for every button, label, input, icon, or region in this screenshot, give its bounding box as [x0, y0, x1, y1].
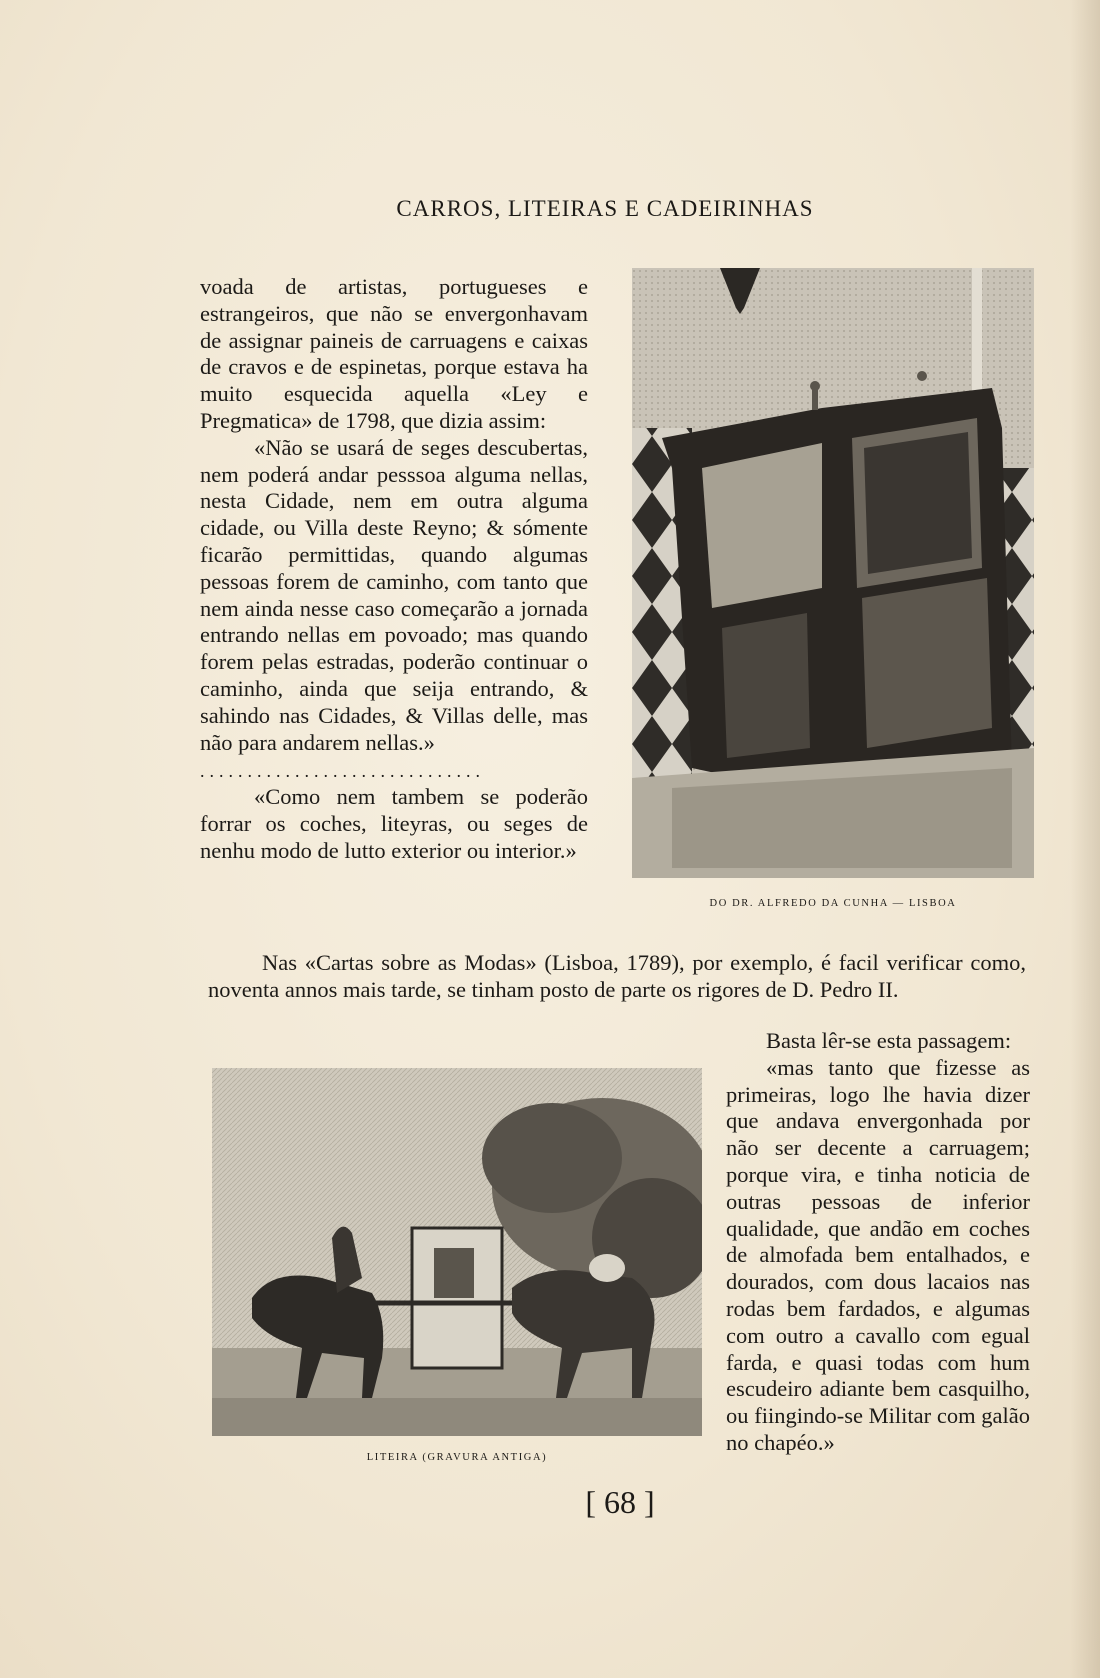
right-column: [726, 1028, 1030, 1457]
right-lead: Basta lêr-se esta passagem:: [766, 1028, 1012, 1053]
page-spine-shadow: [1070, 0, 1100, 1678]
quote-1: «Não se usará de seges descubertas, nem poderá andar pesssoa alguma nellas, nesta Cidade, nem em outra alguma cidade, ou Villa deste Reyno; & sómente ficarão permittidas, quando algumas pessoas forem de caminho, com tanto que nem ainda nesse caso começarão a jornada entrando nellas em povoado; mas quando forem pelas estradas, poderão continuar o caminho, ainda que seija entrando, & sahindo nas Cidades, & Villas delle, mas não para andarem nellas.»: [200, 434, 588, 755]
sedan-chair-photo: [632, 268, 1034, 878]
running-head: CARROS, LITEIRAS E CADEIRINHAS: [396, 196, 814, 221]
litter-caption: LITEIRA (GRAVURA ANTIGA): [366, 1452, 548, 1463]
ellipsis-line: ..............................: [200, 762, 485, 781]
left-column: [200, 274, 588, 865]
quote-2: «Como nem tambem se poderão forrar os coches, liteyras, ou seges de nenhu modo de lutto exterior ou interior.»: [200, 784, 588, 863]
right-quote: «mas tanto que fizesse as primeiras, logo lhe havia dizer que andava envergonhada por não ser decente a carruagem; porque vira, e tinha noticia de outras pessoas de inferior qualidade, que andão em coches de almofada bem entalhados, e dourados, com dous lacaios nas rodas bem fardados, e algumas com outro a cavallo com egual farda, e quasi todas com hum escudeiro adiante bem casquilho, ou fiingindo-se Militar com galão no chapéo.»: [726, 1054, 1030, 1455]
sedan-chair-caption: DO DR. ALFREDO DA CUNHA — LISBOA: [709, 898, 957, 909]
paragraph-cartas: Nas «Cartas sobre as Modas» (Lisboa, 1789), por exemplo, é facil verificar como, noventa annos mais tarde, se tinham posto de parte os rigores de D. Pedro II.: [208, 950, 1026, 1002]
litter-engraving: [212, 1068, 702, 1436]
full-width-paragraph: [208, 950, 1026, 1004]
page-number: [ 68 ]: [585, 1484, 655, 1520]
paragraph-1: voada de artistas, portugueses e estrangeiros, que não se envergonhavam de assignar paineis de carruagens e caixas de cravos e de espinetas, porque estava ha muito esquecida aquella «Ley e Pregmatica» de 1798, que dizia assim:: [200, 274, 588, 433]
